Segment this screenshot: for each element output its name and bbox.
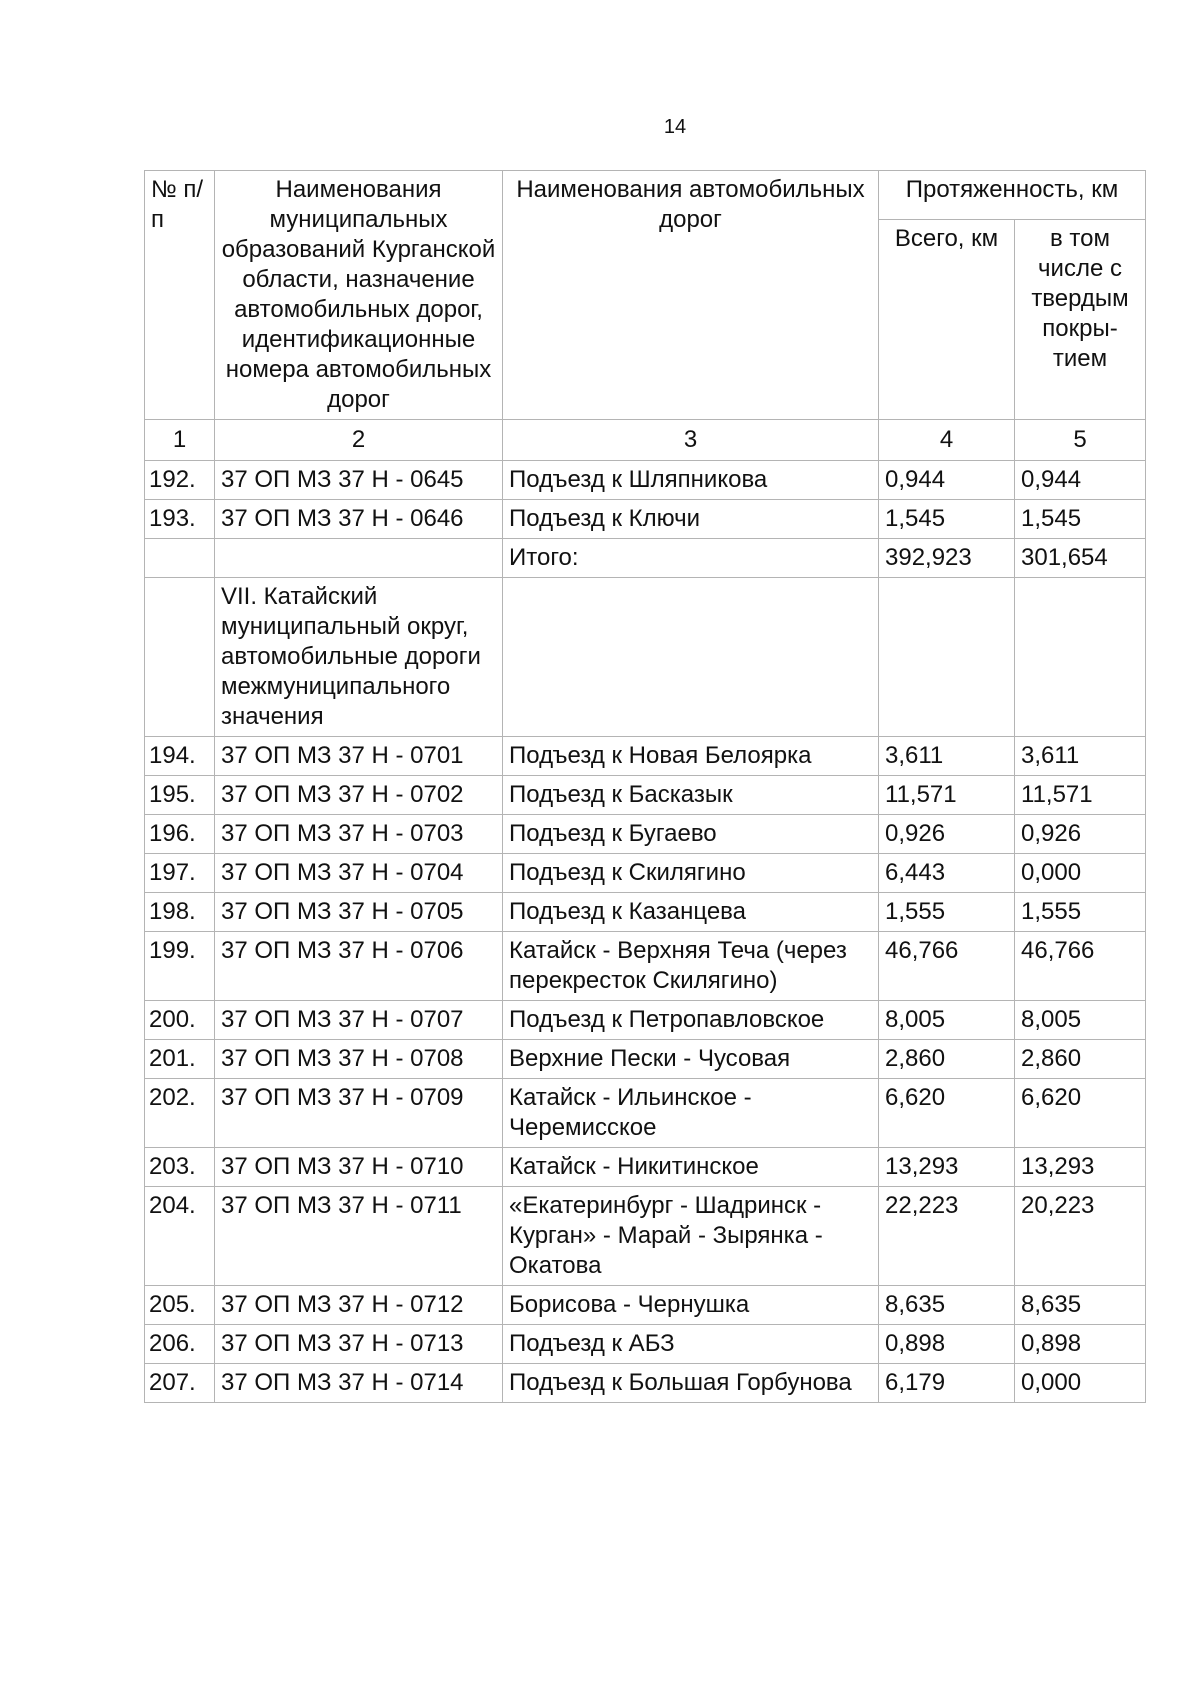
header-road-name: Наименования автомобильных дорог [503, 171, 879, 420]
table-row [145, 893, 1146, 932]
total-length: 6,443 [879, 854, 1015, 893]
road-name: Борисова - Чернушка [503, 1286, 879, 1325]
row-number: 194. [145, 737, 215, 776]
total-length: 1,545 [879, 500, 1015, 539]
road-identifier: 37 ОП МЗ 37 Н - 0645 [215, 461, 503, 500]
road-name: Подъезд к АБЗ [503, 1325, 879, 1364]
row-number: 207. [145, 1364, 215, 1403]
row-number: 200. [145, 1001, 215, 1040]
road-name: Катайск - Ильинское - Черемисское [503, 1079, 879, 1148]
total-length: 0,898 [879, 1325, 1015, 1364]
header-total-length: Всего, км [879, 220, 1015, 420]
road-name: Подъезд к Петропавловское [503, 1001, 879, 1040]
total-length: 6,620 [879, 1079, 1015, 1148]
paved-length: 6,620 [1015, 1079, 1146, 1148]
column-number: 1 [145, 420, 215, 461]
table-header [145, 171, 1146, 420]
total-length: 13,293 [879, 1148, 1015, 1187]
column-number: 5 [1015, 420, 1146, 461]
total-length: 0,944 [879, 461, 1015, 500]
row-number: 202. [145, 1079, 215, 1148]
column-numbering-row [145, 420, 1146, 461]
total-length: 392,923 [879, 539, 1015, 578]
road-name: Подъезд к Казанцева [503, 893, 879, 932]
total-length: 2,860 [879, 1040, 1015, 1079]
table-row [145, 932, 1146, 1001]
paved-length: 20,223 [1015, 1187, 1146, 1286]
table-row [145, 1364, 1146, 1403]
table-row [145, 1286, 1146, 1325]
row-number: 205. [145, 1286, 215, 1325]
paved-length: 1,545 [1015, 500, 1146, 539]
total-length: 11,571 [879, 776, 1015, 815]
road-name: Подъезд к Новая Белоярка [503, 737, 879, 776]
table-row [145, 737, 1146, 776]
paved-length: 301,654 [1015, 539, 1146, 578]
column-number: 3 [503, 420, 879, 461]
total-length: 3,611 [879, 737, 1015, 776]
road-identifier: VII. Катайский муниципальный округ, автомобильные дороги межмуниципального значения [215, 578, 503, 737]
road-identifier: 37 ОП МЗ 37 Н - 0712 [215, 1286, 503, 1325]
road-name: Итого: [503, 539, 879, 578]
road-name: Подъезд к Шляпникова [503, 461, 879, 500]
paved-length: 8,635 [1015, 1286, 1146, 1325]
total-length: 46,766 [879, 932, 1015, 1001]
road-identifier: 37 ОП МЗ 37 Н - 0706 [215, 932, 503, 1001]
header-length-group: Протяженность, км [879, 171, 1146, 220]
road-identifier: 37 ОП МЗ 37 Н - 0711 [215, 1187, 503, 1286]
row-number: 201. [145, 1040, 215, 1079]
road-name: Подъезд к Басказык [503, 776, 879, 815]
row-number: 203. [145, 1148, 215, 1187]
paved-length [1015, 578, 1146, 737]
table-row [145, 461, 1146, 500]
table-row [145, 815, 1146, 854]
paved-length: 0,000 [1015, 854, 1146, 893]
road-identifier [215, 539, 503, 578]
road-identifier: 37 ОП МЗ 37 Н - 0702 [215, 776, 503, 815]
table-body [145, 420, 1146, 1403]
row-number: 198. [145, 893, 215, 932]
row-number: 197. [145, 854, 215, 893]
page-number: 14 [663, 116, 687, 138]
paved-length: 2,860 [1015, 1040, 1146, 1079]
table-row [145, 539, 1146, 578]
total-length: 6,179 [879, 1364, 1015, 1403]
road-identifier: 37 ОП МЗ 37 Н - 0701 [215, 737, 503, 776]
paved-length: 11,571 [1015, 776, 1146, 815]
total-length: 8,005 [879, 1001, 1015, 1040]
table-row [145, 1325, 1146, 1364]
row-number: 193. [145, 500, 215, 539]
table-row [145, 854, 1146, 893]
road-identifier: 37 ОП МЗ 37 Н - 0707 [215, 1001, 503, 1040]
column-number: 4 [879, 420, 1015, 461]
paved-length: 0,898 [1015, 1325, 1146, 1364]
road-name: Катайск - Никитинское [503, 1148, 879, 1187]
row-number: 192. [145, 461, 215, 500]
road-identifier: 37 ОП МЗ 37 Н - 0646 [215, 500, 503, 539]
road-identifier: 37 ОП МЗ 37 Н - 0714 [215, 1364, 503, 1403]
road-identifier: 37 ОП МЗ 37 Н - 0713 [215, 1325, 503, 1364]
header-number: № п/п [145, 171, 215, 420]
road-identifier: 37 ОП МЗ 37 Н - 0705 [215, 893, 503, 932]
roads-table [144, 170, 1146, 1403]
row-number: 199. [145, 932, 215, 1001]
row-number [145, 539, 215, 578]
column-number: 2 [215, 420, 503, 461]
paved-length: 0,944 [1015, 461, 1146, 500]
table-row [145, 578, 1146, 737]
total-length: 8,635 [879, 1286, 1015, 1325]
paved-length: 1,555 [1015, 893, 1146, 932]
table-row [145, 1148, 1146, 1187]
road-name: Подъезд к Большая Горбунова [503, 1364, 879, 1403]
total-length: 22,223 [879, 1187, 1015, 1286]
row-number: 196. [145, 815, 215, 854]
header-paved-length: в том числе с твердым покры-тием [1015, 220, 1146, 420]
road-identifier: 37 ОП МЗ 37 Н - 0704 [215, 854, 503, 893]
table-row [145, 1001, 1146, 1040]
road-name: «Екатеринбург - Шадринск - Курган» - Марай - Зырянка - Окатова [503, 1187, 879, 1286]
row-number: 204. [145, 1187, 215, 1286]
paved-length: 8,005 [1015, 1001, 1146, 1040]
road-identifier: 37 ОП МЗ 37 Н - 0710 [215, 1148, 503, 1187]
table-row [145, 1079, 1146, 1148]
road-identifier: 37 ОП МЗ 37 Н - 0703 [215, 815, 503, 854]
table-row [145, 500, 1146, 539]
table-row [145, 776, 1146, 815]
row-number: 195. [145, 776, 215, 815]
paved-length: 13,293 [1015, 1148, 1146, 1187]
paved-length: 3,611 [1015, 737, 1146, 776]
total-length: 0,926 [879, 815, 1015, 854]
header-municipality: Наименования муниципальных образований Курганской области, назначение автомобильных дорог, идентификационные номера автомобильных дорог [215, 171, 503, 420]
road-name: Катайск - Верхняя Теча (через перекресток Скилягино) [503, 932, 879, 1001]
road-name: Подъезд к Скилягино [503, 854, 879, 893]
table-row [145, 1040, 1146, 1079]
row-number: 206. [145, 1325, 215, 1364]
total-length: 1,555 [879, 893, 1015, 932]
road-name: Подъезд к Бугаево [503, 815, 879, 854]
road-name [503, 578, 879, 737]
paved-length: 46,766 [1015, 932, 1146, 1001]
road-name: Верхние Пески - Чусовая [503, 1040, 879, 1079]
row-number [145, 578, 215, 737]
road-identifier: 37 ОП МЗ 37 Н - 0709 [215, 1079, 503, 1148]
paved-length: 0,000 [1015, 1364, 1146, 1403]
road-identifier: 37 ОП МЗ 37 Н - 0708 [215, 1040, 503, 1079]
road-name: Подъезд к Ключи [503, 500, 879, 539]
total-length [879, 578, 1015, 737]
paved-length: 0,926 [1015, 815, 1146, 854]
table-row [145, 1187, 1146, 1286]
